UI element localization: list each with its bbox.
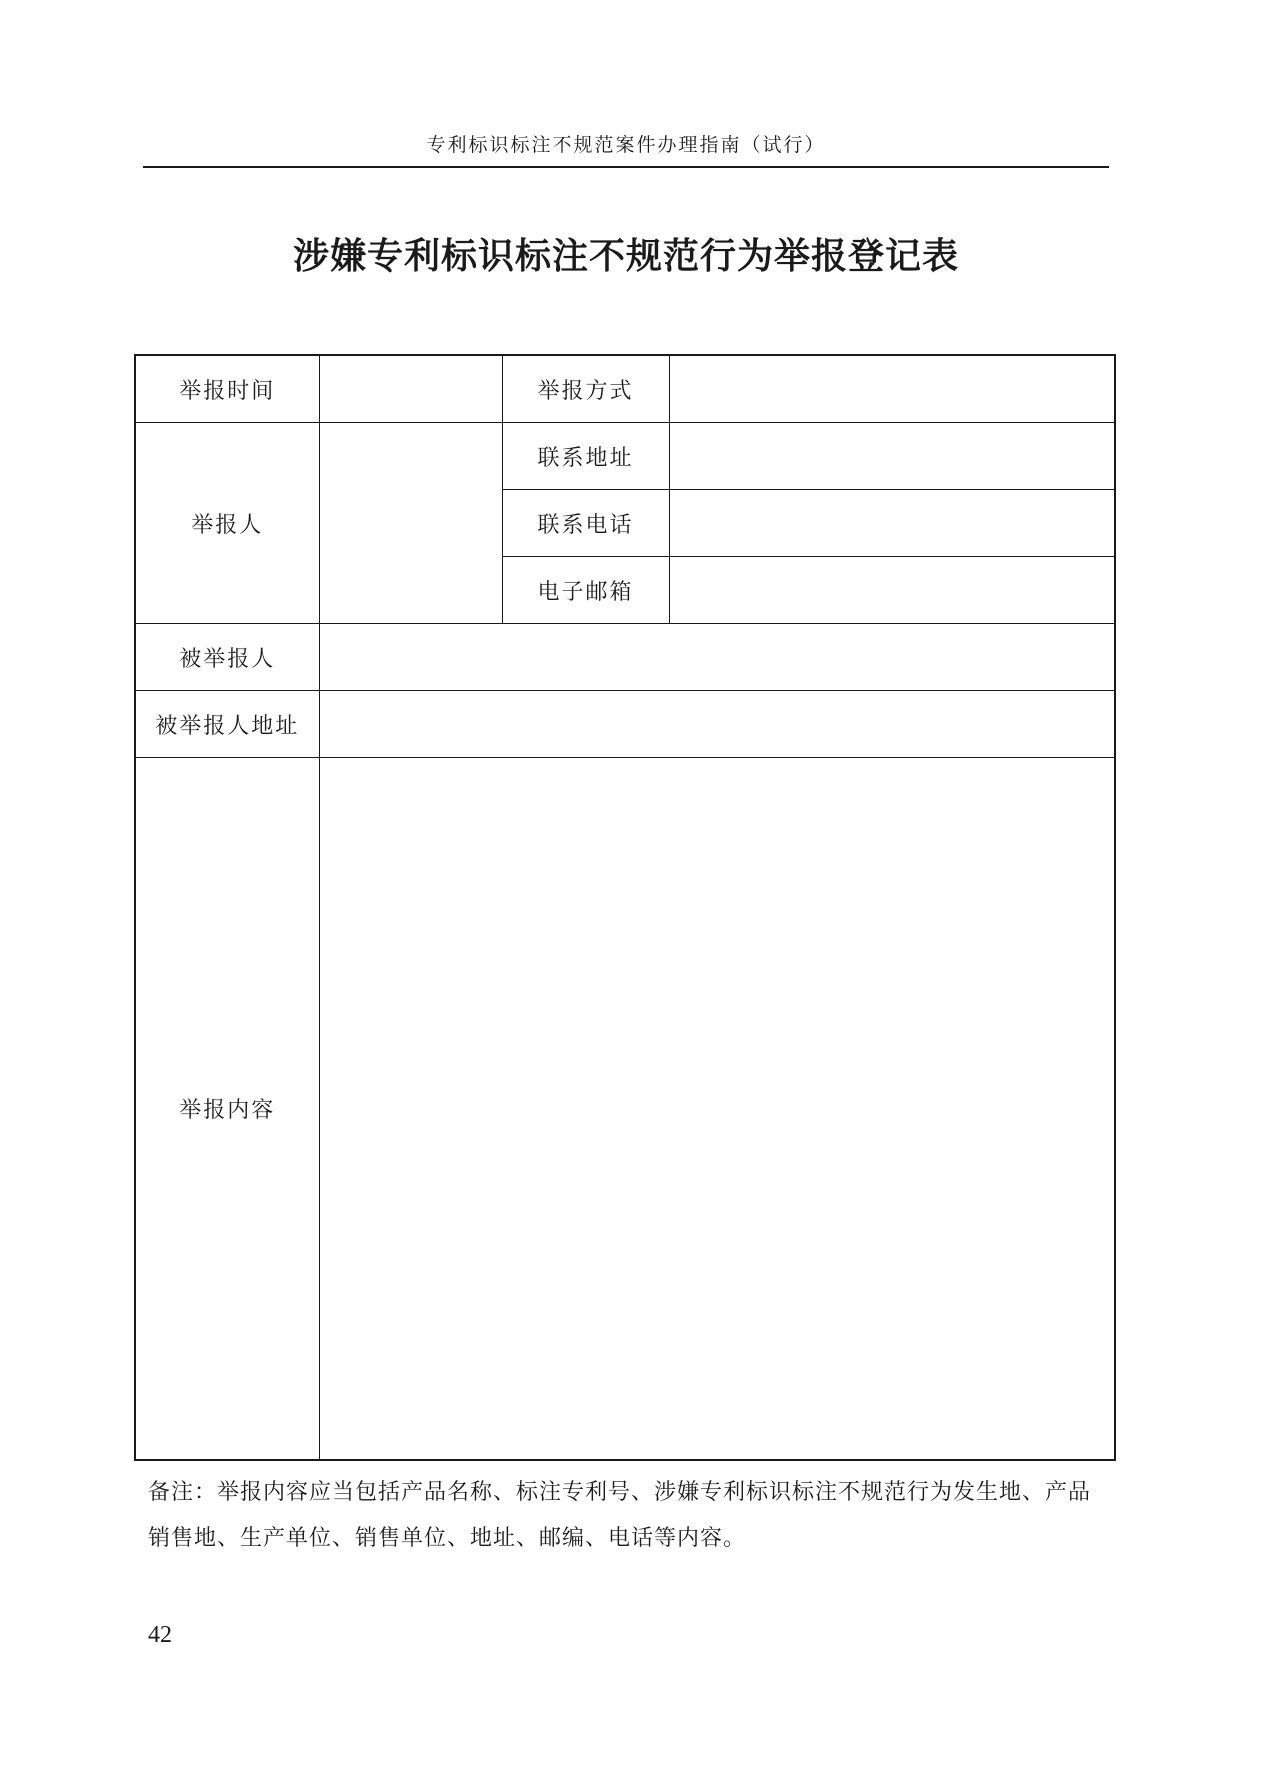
email-field[interactable]: [669, 557, 1115, 624]
email-label: 电子邮箱: [502, 557, 669, 624]
footnote-remark: 备注：举报内容应当包括产品名称、标注专利号、涉嫌专利标识标注不规范行为发生地、产品销售地、生产单位、销售单位、地址、邮编、电话等内容。: [148, 1480, 1092, 1551]
contact-phone-label: 联系电话: [502, 490, 669, 557]
reported-party-address-field[interactable]: [319, 691, 1115, 758]
report-time-label: 举报时间: [135, 355, 319, 423]
report-content-label: 举报内容: [135, 758, 319, 1461]
reported-party-field[interactable]: [319, 624, 1115, 691]
report-registration-form: [134, 354, 1116, 1461]
contact-address-field[interactable]: [669, 423, 1115, 490]
report-method-field[interactable]: [669, 355, 1115, 423]
document-title: 涉嫌专利标识标注不规范行为举报登记表: [292, 235, 959, 277]
contact-address-label: 联系地址: [502, 423, 669, 490]
page-number: 42: [148, 1622, 172, 1648]
form-row-reported-party: [135, 624, 1115, 691]
reporter-label: 举报人: [135, 423, 319, 624]
form-row-contact-address: [135, 423, 1115, 490]
reported-party-label: 被举报人: [135, 624, 319, 691]
reporter-field[interactable]: [319, 423, 502, 624]
report-time-field[interactable]: [319, 355, 502, 423]
report-method-label: 举报方式: [502, 355, 669, 423]
contact-phone-field[interactable]: [669, 490, 1115, 557]
form-row-report-time: [135, 355, 1115, 423]
header-rule: [143, 166, 1109, 168]
report-content-field[interactable]: [319, 758, 1115, 1461]
form-row-reported-party-address: [135, 691, 1115, 758]
reported-party-address-label: 被举报人地址: [135, 691, 319, 758]
running-header: 专利标识标注不规范案件办理指南（试行）: [426, 134, 826, 156]
form-row-report-content: [135, 758, 1115, 1461]
